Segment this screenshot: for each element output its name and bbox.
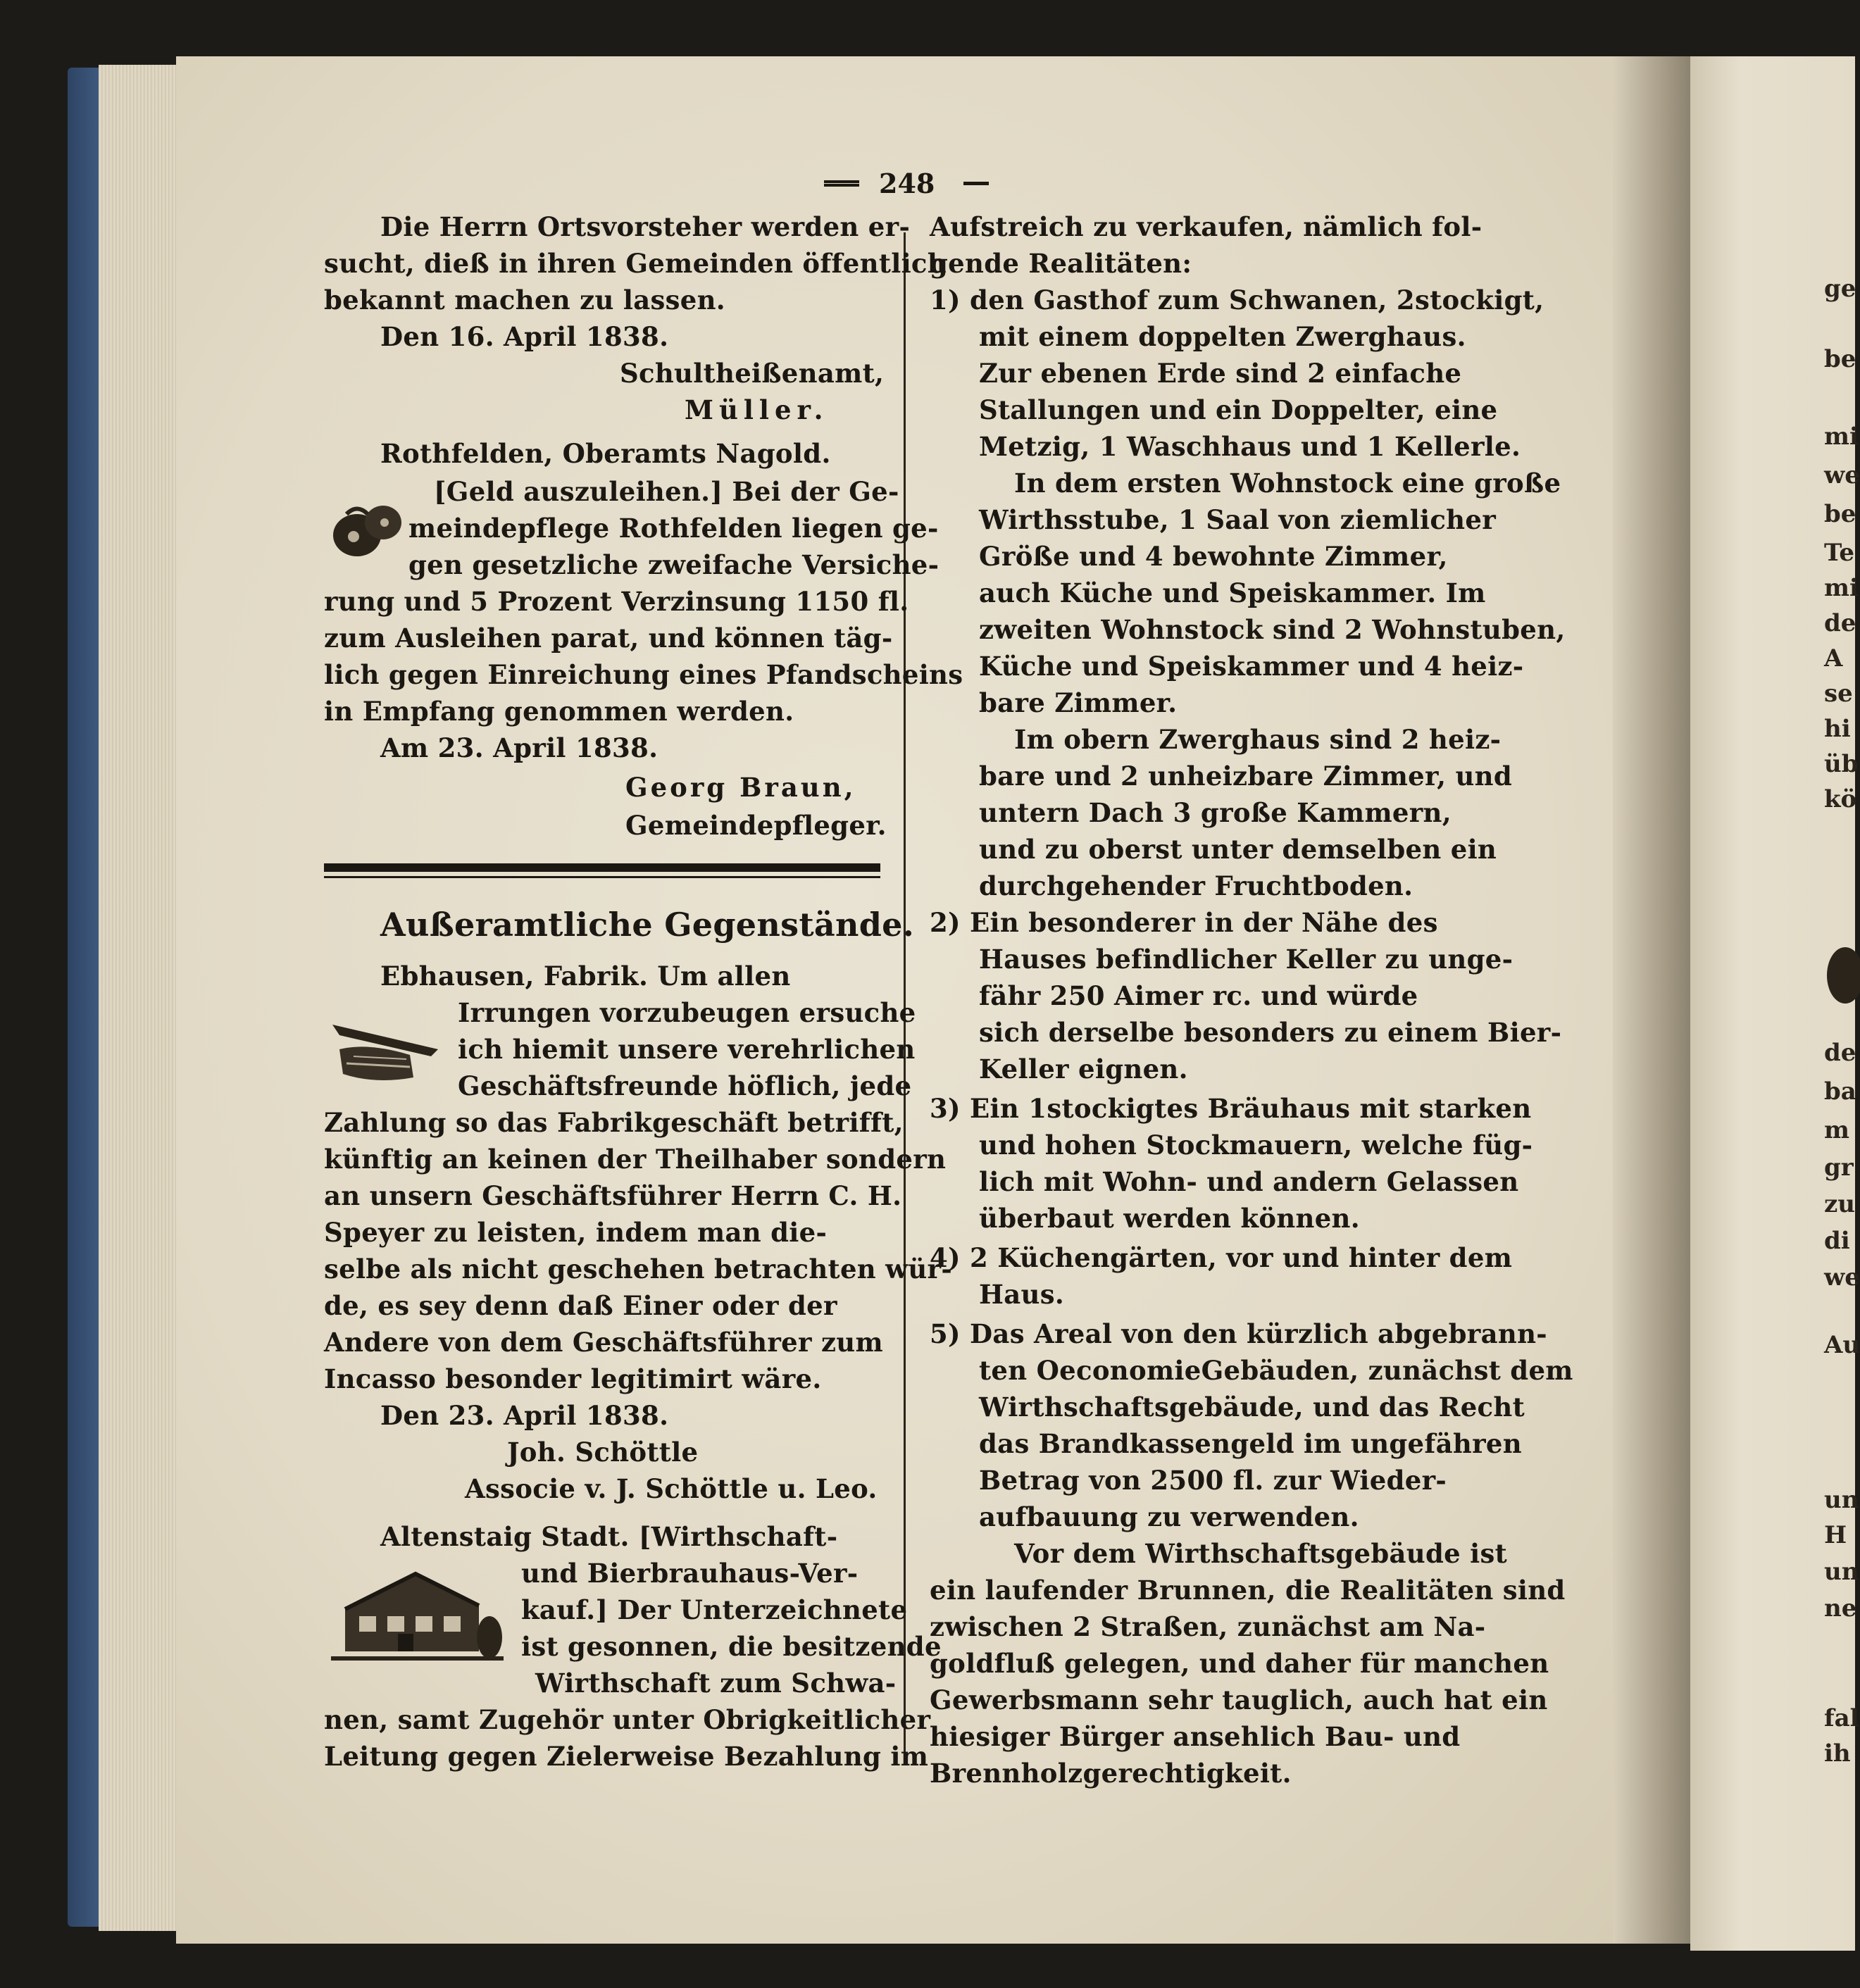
text-line: aufbauung zu verwenden. [979, 1501, 1359, 1532]
text-line: nen, samt Zugehör unter Obrigkeitlicher [324, 1704, 931, 1735]
house-woodcut [331, 1560, 504, 1669]
text-line: Georg Braun, [625, 772, 856, 803]
text-line: in Empfang genommen werden. [324, 696, 794, 727]
next-page-fragment: zu [1824, 1190, 1856, 1218]
text-line: Gemeindepfleger. [625, 810, 887, 841]
text-line: Betrag von 2500 fl. zur Wieder- [979, 1465, 1447, 1496]
text-line: untern Dach 3 große Kammern, [979, 797, 1452, 828]
text-line: gen gesetzliche zweifache Versiche- [408, 549, 940, 580]
text-line: 5) Das Areal von den kürzlich abgebrann- [930, 1318, 1547, 1349]
text-line: fähr 250 Aimer rc. und würde [979, 980, 1418, 1011]
text-line: Haus. [979, 1279, 1065, 1310]
text-line: goldfluß gelegen, und daher für manchen [930, 1648, 1549, 1679]
next-page-fragment: kö [1824, 785, 1857, 813]
text-line: Andere von dem Geschäftsführer zum [324, 1327, 883, 1358]
text-line: und Bierbrauhaus-Ver- [521, 1558, 859, 1589]
text-line: Wirthschaftsgebäude, und das Recht [979, 1392, 1525, 1423]
text-line: selbe als nicht geschehen betrachten wür- [324, 1254, 952, 1284]
text-line: ist gesonnen, die besitzende [521, 1631, 942, 1662]
next-page-fragment: m [1824, 1116, 1849, 1144]
text-line: Müller. [685, 394, 829, 425]
text-line: 1) den Gasthof zum Schwanen, 2stockigt, [930, 285, 1544, 315]
text-line: Die Herrn Ortsvorsteher werden er- [380, 211, 911, 242]
text-line: Associe v. J. Schöttle u. Leo. [465, 1473, 878, 1504]
text-line: das Brandkassengeld im ungefähren [979, 1428, 1522, 1459]
text-line: bekannt machen zu lassen. [324, 285, 725, 315]
next-page-fragment: H [1824, 1521, 1847, 1549]
text-line: durchgehender Fruchtboden. [979, 870, 1413, 901]
next-page-fragment: gr [1824, 1154, 1854, 1182]
text-line: Den 16. April 1838. [380, 321, 669, 352]
text-line: rung und 5 Prozent Verzinsung 1150 fl. [324, 586, 909, 617]
text-line: sucht, dieß in ihren Gemeinden öffentlich [324, 248, 947, 279]
text-line: bare Zimmer. [979, 687, 1178, 718]
header-ornament-left [824, 180, 859, 187]
next-page-fragment: hi [1824, 715, 1851, 743]
text-line: bare und 2 unheizbare Zimmer, und [979, 761, 1513, 792]
text-line: überbaut werden können. [979, 1203, 1360, 1234]
text-line: Wirthsstube, 1 Saal von ziemlicher [979, 504, 1496, 535]
text-line: Brennholzgerechtigkeit. [930, 1758, 1292, 1789]
text-line: Vor dem Wirthschaftsgebäude ist [1014, 1538, 1508, 1569]
text-line: hiesiger Bürger ansehlich Bau- und [930, 1721, 1461, 1752]
next-page-woodcut-fragment [1824, 944, 1855, 1007]
text-line: Ebhausen, Fabrik. Um allen [380, 961, 791, 992]
money-bag-woodcut [325, 486, 410, 570]
text-line: Leitung gegen Zielerweise Bezahlung im [324, 1741, 929, 1772]
text-line: Irrungen vorzubeugen ersuche [458, 997, 916, 1028]
text-line: Am 23. April 1838. [380, 732, 659, 763]
next-page-fragment: un [1824, 1558, 1859, 1586]
text-line: ten OeconomieGebäuden, zunächst dem [979, 1355, 1573, 1386]
text-line: auch Küche und Speiskammer. Im [979, 577, 1486, 608]
text-line: In dem ersten Wohnstock eine große [1014, 468, 1561, 499]
text-line: kauf.] Der Unterzeichnete [521, 1594, 908, 1625]
next-page-fragment: di [1824, 1227, 1850, 1255]
text-line: ein laufender Brunnen, die Realitäten sind [930, 1575, 1566, 1606]
section-rule-thick [324, 863, 880, 872]
next-page-fragment: A [1824, 644, 1843, 673]
text-line: Altenstaig Stadt. [Wirthschaft- [380, 1521, 838, 1552]
next-page-fragment: mi [1824, 574, 1859, 602]
text-line: zum Ausleihen parat, und können täg- [324, 623, 893, 654]
text-line: Keller eignen. [979, 1054, 1188, 1084]
text-line: Hauses befindlicher Keller zu unge- [979, 944, 1513, 975]
text-line: Im obern Zwerghaus sind 2 heiz- [1014, 724, 1502, 755]
text-line: Geschäftsfreunde höflich, jede [458, 1070, 912, 1101]
text-line: Rothfelden, Oberamts Nagold. [380, 438, 831, 469]
section-title: Außeramtliche Gegenstände. [380, 906, 915, 944]
text-line: de, es sey denn daß Einer oder der [324, 1290, 837, 1321]
text-line: lich mit Wohn- und andern Gelassen [979, 1166, 1519, 1197]
text-line: ich hiemit unsere verehrlichen [458, 1034, 916, 1065]
text-line: zweiten Wohnstock sind 2 Wohnstuben, [979, 614, 1566, 645]
text-line: Größe und 4 bewohnte Zimmer, [979, 541, 1448, 572]
text-line: meindepflege Rothfelden liegen ge- [408, 513, 939, 544]
next-page-fragment: un [1824, 1486, 1859, 1514]
text-line: 4) 2 Küchengärten, vor und hinter dem [930, 1242, 1513, 1273]
text-line: und hohen Stockmauern, welche füg- [979, 1130, 1533, 1161]
next-page-fragment: se [1824, 680, 1853, 708]
text-line: zwischen 2 Straßen, zunächst am Na- [930, 1611, 1486, 1642]
text-line: sich derselbe besonders zu einem Bier- [979, 1017, 1562, 1048]
text-line: Incasso besonder legitimirt wäre. [324, 1363, 822, 1394]
text-line: künftig an keinen der Theilhaber sondern [324, 1144, 947, 1175]
text-line: Speyer zu leisten, indem man die- [324, 1217, 828, 1248]
header-ornament-right [963, 182, 989, 185]
next-page-fragment: ne [1824, 1594, 1857, 1623]
text-line: Wirthschaft zum Schwa- [535, 1668, 897, 1699]
next-page-fragment: mi [1824, 423, 1859, 451]
next-page-fragment: de [1824, 1039, 1856, 1067]
next-page-fragment: Te [1824, 539, 1855, 567]
column-divider [904, 232, 906, 1761]
next-page-fragment: üb [1824, 750, 1859, 778]
page-number: 248 [879, 168, 935, 199]
text-line: Zur ebenen Erde sind 2 einfache [979, 358, 1462, 389]
text-line: Stallungen und ein Doppelter, eine [979, 394, 1498, 425]
next-page-fragment: be [1824, 345, 1856, 373]
text-line: und zu oberst unter demselben ein [979, 834, 1497, 865]
text-line: 3) Ein 1stockigtes Bräuhaus mit starken [930, 1093, 1532, 1124]
text-line: Zahlung so das Fabrikgeschäft betrifft, [324, 1107, 904, 1138]
text-line: lich gegen Einreichung eines Pfandscheins [324, 659, 963, 690]
text-line: Gewerbsmann sehr tauglich, auch hat ein [930, 1684, 1548, 1715]
section-rule-thin [324, 876, 880, 878]
text-line: Schultheißenamt, [620, 358, 885, 389]
next-page-fragment: Au [1824, 1331, 1860, 1359]
page-header [817, 162, 993, 204]
text-line: Küche und Speiskammer und 4 heiz- [979, 651, 1524, 682]
text-line: Den 23. April 1838. [380, 1400, 669, 1431]
next-page-fragment: be [1824, 500, 1856, 528]
text-line: Joh. Schöttle [507, 1437, 699, 1468]
text-line: Metzig, 1 Waschhaus und 1 Kellerle. [979, 431, 1521, 462]
text-line: [Geld auszuleihen.] Bei der Ge- [434, 476, 899, 507]
next-page-fragment: ba [1824, 1077, 1856, 1106]
next-page-fragment: we [1824, 461, 1860, 489]
text-line: 2) Ein besonderer in der Nähe des [930, 907, 1438, 938]
text-line: an unsern Geschäftsführer Herrn C. H. [324, 1180, 902, 1211]
next-page-fragment: fal [1824, 1704, 1859, 1732]
writing-hand-woodcut [325, 1000, 456, 1092]
next-page-fragment: ih [1824, 1739, 1851, 1768]
next-page-fragment: ge [1824, 275, 1856, 303]
next-page-fragment: de [1824, 609, 1856, 637]
text-line: mit einem doppelten Zwerghaus. [979, 321, 1466, 352]
text-line: Aufstreich zu verkaufen, nämlich fol- [930, 211, 1483, 242]
text-line: gende Realitäten: [930, 248, 1192, 279]
next-page-fragment: we [1824, 1263, 1860, 1292]
